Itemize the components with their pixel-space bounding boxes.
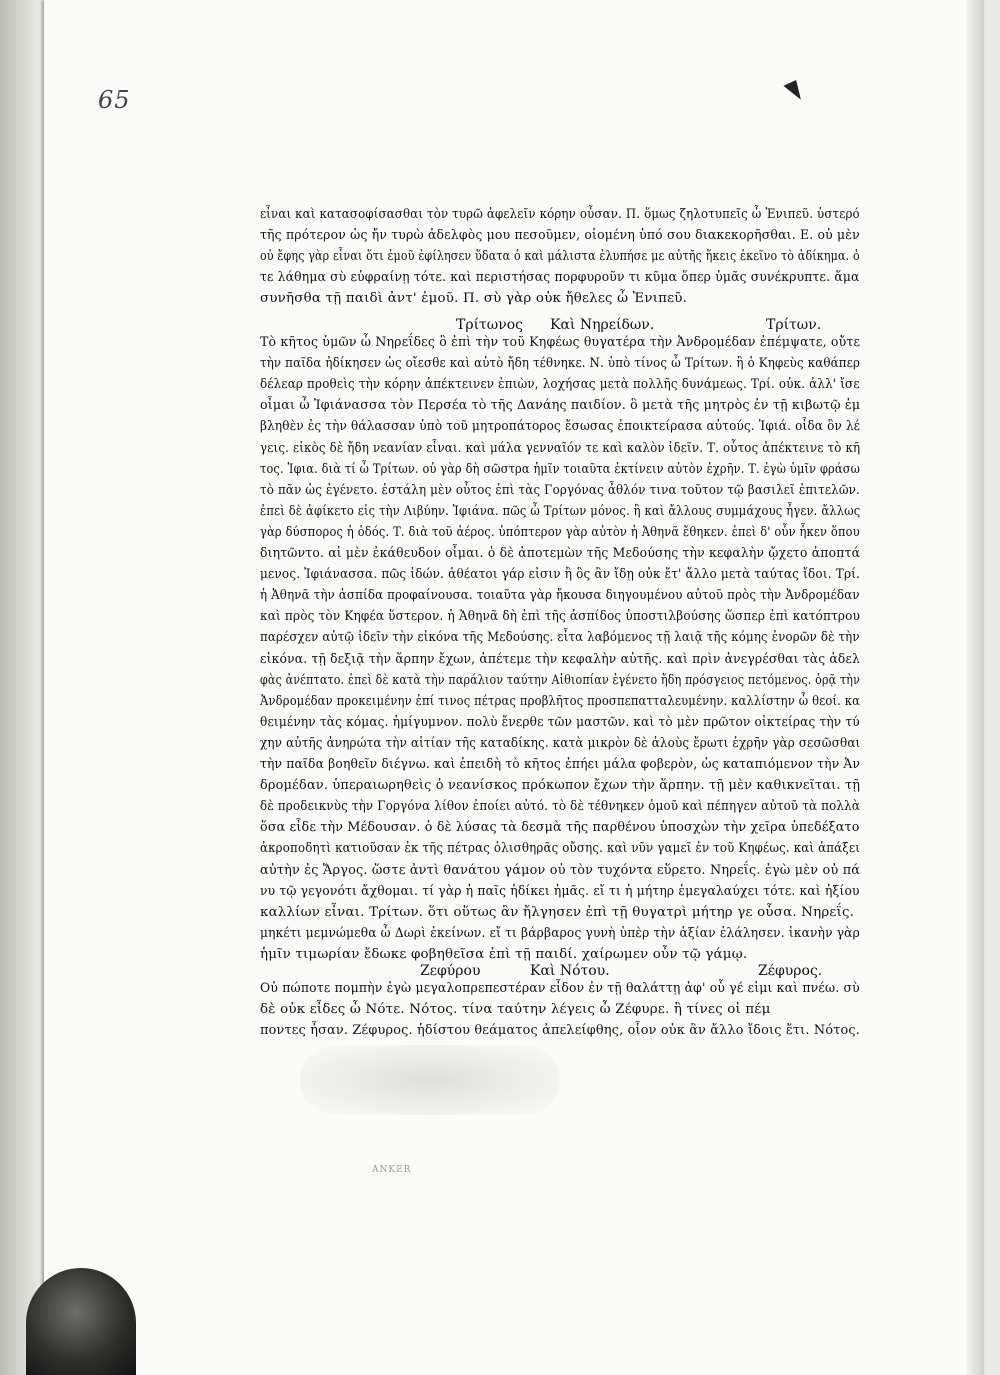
text-line: νυ τῷ γεγονότι ἄχθομαι. τί γὰρ ἡ παῖς ἠδίκει ἡμᾶς. εἴ τι ἡ μήτηρ ἐμεγαλαύχει τότε. καὶ ἠξίου — [260, 883, 860, 899]
text-line: καλλίων εἶναι. Τρίτων. ὅτι οὕτως ἂν ἤλγησεν ἐπὶ τῇ θυγατρὶ μήτηρ γε οὖσα. Νηρεΐς. — [260, 904, 855, 920]
text-line: μηκέτι μεμνώμεθα ὦ Δωρὶ ἐκείνων. εἴ τι βάρβαρος γυνὴ ὑπὲρ τὴν ἀξίαν ἐλάλησεν. ἱκανὴν γὰρ — [260, 925, 860, 941]
text-line: ποντες ἦσαν. Ζέφυρος. ἡδίστου θεάματος ἀπελείφθης, οἷον οὐκ ἂν ἄλλο ἴδοις ἔτι. Νότος. — [260, 1023, 861, 1038]
text-line: ἡμῖν τιμωρίαν ἔδωκε φοβηθεῖσα ἐπὶ τῇ παιδί. χαίρωμεν οὖν τῷ γάμῳ. — [260, 946, 748, 962]
text-line: δρομέδαν. ὑπεραιωρηθεὶς ὁ νεανίσκος πρόκωπον ἔχων τὴν ἅρπην. τῇ μὲν καθικνεῖται. τῇ — [260, 778, 861, 794]
text-line: Ἀνδρομέδαν προκειμένην ἐπί τινος πέτρας προβλῆτος προσπεπατταλευμένην. καλλίστην ὦ θεοί. κα — [260, 693, 861, 709]
text-line: τὴν παῖδα ἠδίκησεν ὡς οἴεσθε καὶ αὐτὸ ἤδη τέθνηκε. Ν. ὑπὸ τίνος ὦ Τρίτων. ἢ ὁ Κηφεὺς καθάπερ — [260, 356, 861, 372]
text-line: συνῆσθα τῇ παιδὶ ἀντ' ἐμοῦ. Π. σὺ γὰρ οὐκ ἤθελες ὦ Ἐνιπεῦ. — [260, 291, 688, 306]
text-line: φὰς ἀνέπτατο. ἐπεὶ δὲ κατὰ τὴν παράλιον ταύτην Αἰθιοπίαν ἐγένετο ἤδη πρόσγειος πετόμενος. ὁρᾷ τὴν — [260, 672, 861, 688]
text-line: δέλεαρ προθεὶς τὴν κόρην ἀπέκτεινεν ἐπιὼν, λοχήσας μετὰ πολλῆς δυνάμεως. Τρί. οὐκ. ἀλλ' ἴσε — [260, 377, 860, 393]
text-line: τε λάθημα σὺ εὐφραίνῃ τότε. καὶ περιστήσας πορφυροῦν τι κῦμα ὅπερ ὑμᾶς συνέκρυπτε. ἅμα — [260, 270, 860, 285]
text-line: οἶμαι ὦ Ἰφιάνασσα τὸν Περσέα τὸ τῆς Δανάης παιδίον. ὃ μετὰ τῆς μητρὸς ἐν τῇ κιβωτῷ ἐμ — [260, 398, 861, 414]
section-heading-right: Τρίτων. — [766, 317, 822, 333]
folio-number: 65 — [98, 86, 131, 114]
section-heading-left: Τρίτωνος — [456, 317, 523, 333]
text-line: γεις. εἰκὸς δὲ ἤδη νεανίαν εἶναι. καὶ μάλα γενναῖόν τε καὶ καλὸν ἰδεῖν. Τ. οὗτος ἀπέκτεινε τὸ κῆ — [260, 440, 861, 456]
text-line: παρέσχεν αὐτῷ ἰδεῖν τὴν εἰκόνα τῆς Μεδούσης. εἶτα λαβόμενος τῇ λαιᾷ τῆς κόμης ἐνορῶν δὲ τὴν — [260, 630, 860, 646]
text-line: εἶναι καὶ κατασοφίσασθαι τὸν τυρῶ ἀφελεῖν κόρην οὖσαν. Π. ὅμως ζηλοτυπεῖς ὦ Ἐνιπεῦ. ὑστερό — [260, 207, 860, 222]
text-line: τος. Ἰφια. διὰ τί ὦ Τρίτων. οὐ γὰρ δὴ σῶστρα ἡμῖν τοιαῦτα ἐκτίνειν αὐτὸν ἐχρῆν. Τ. ἐγὼ ὑμῖν φράσω — [260, 461, 861, 477]
text-line: Οὐ πώποτε πομπὴν ἐγὼ μεγαλοπρεπεστέραν εἶδον ἐν τῇ θαλάττῃ ἀφ' οὗ γέ εἰμι καὶ πνέω. σὺ — [260, 981, 860, 996]
text-line: τὸ πᾶν ὡς ἐγένετο. ἐστάλη μὲν οὗτος ἐπὶ τὰς Γοργόνας ἆθλόν τινα τοῦτον τῷ βασιλεῖ ἐπιτελῶν. — [260, 482, 860, 498]
text-line: καὶ πρὸς τὸν Κηφέα ὕστερον. ἡ Ἀθηνᾶ δὴ ἐπὶ τῆς ἀσπίδος ὑποστιλβούσης ὥσπερ ἐπὶ κατόπτρου — [260, 609, 861, 625]
text-line: τὴν παῖδα βοηθεῖν διέγνω. καὶ ἐπειδὴ τὸ κῆτος ἐπήει μάλα φοβερὸν, ὡς καταπιόμενον τὴν Ἀν — [260, 757, 861, 772]
text-line: διητῶντο. αἱ μὲν ἐκάθευδον οἶμαι. ὁ δὲ ἀποτεμὼν τῆς Μεδούσης τὴν κεφαλὴν ᾤχετο ἀποπτά — [260, 546, 861, 561]
text-line: αὐτὴν ἐς Ἄργος. ὥστε ἀντὶ θανάτου γάμον οὐ τὸν τυχόντα εὕρετο. Νηρεΐς. ἐγὼ μὲν οὐ πά — [260, 862, 861, 878]
text-line: βληθὲν ἐς τὴν θάλασσαν ὑπὸ τοῦ μητροπάτορος ἔσωσας ἐποικτείρασα αὐτούς. Ἰφιά. οἶδα ὃν λέ — [260, 419, 861, 435]
section-heading-right: Ζέφυρος. — [758, 963, 823, 979]
paper-stain — [300, 1045, 560, 1115]
text-line: ὅσα εἶδε τὴν Μέδουσαν. ὁ δὲ λύσας τὰ δεσμὰ τῆς παρθένου ὑποσχὼν τὴν χεῖρα ὑπεδέξατο — [260, 820, 860, 836]
section-heading-middle: Καὶ Νότου. — [530, 963, 610, 979]
text-line: Τὸ κῆτος ὑμῶν ὦ Νηρεΐδες ὃ ἐπὶ τὴν τοῦ Κηφέως θυγατέρα τὴν Ἀνδρομέδαν ἐπέμψατε, οὔτε — [260, 335, 861, 350]
book-spine-shadow — [0, 0, 44, 1375]
text-line: δὲ οὐκ εἶδες ὦ Νότε. Νότος. τίνα ταύτην λέγεις ὦ Ζέφυρε. ἢ τίνες οἱ πέμ — [260, 1002, 771, 1017]
page-edge-shadow — [966, 0, 984, 1375]
text-line: δὲ προδεικνὺς τὴν Γοργόνα λίθον ἐποίει αὐτό. τὸ δὲ τέθνηκεν ὁμοῦ καὶ πέπηγεν αὐτοῦ τὰ πολλὰ — [260, 799, 861, 815]
section-heading-middle: Καὶ Νηρείδων. — [550, 317, 655, 333]
text-line: χην αὐτῆς ἀνηρώτα τὴν αἰτίαν τῆς καταδίκης. κατὰ μικρὸν δὲ ἁλοὺς ἔρωτι ἐχρῆν γὰρ σεσῶσθαι — [260, 735, 861, 751]
thumb-icon — [26, 1268, 136, 1375]
text-line: γὰρ δύσπορος ἡ ὁδός. Τ. διὰ τοῦ ἀέρος. ὑπόπτερον γὰρ αὐτὸν ἡ Ἀθηνᾶ ἔθηκεν. ἐπεὶ δ' οὖν ἧκεν ὅπου — [260, 524, 860, 540]
text-line: ἐπεὶ δὲ ἀφίκετο εἰς τὴν Λιβύην. Ἰφιάνα. πῶς ὦ Τρίτων μόνος. ἢ καὶ ἄλλους συμμάχους ἦγεν. ἄλλως — [260, 503, 861, 519]
text-line: ἀκροποδητὶ κατιοῦσαν ἐκ τῆς πέτρας ὀλισθηρᾶς οὔσης. καὶ νῦν γαμεῖ ἐν τοῦ Κηφέως. καὶ ἀπάξει — [260, 841, 861, 857]
text-line: εἰκόνα. τῇ δεξιᾷ τὴν ἅρπην ἔχων, ἀπέτεμε τὴν κεφαλὴν αὐτῆς. καὶ πρὶν ἀνεγρέσθαι τὰς ἀδελ — [260, 651, 861, 667]
text-line: τῆς πρότερον ὡς ἤν τυρὼ ἀδελφὸς μου πεσοῦμεν, οἰομένη ὑπό σου διακεκορῆσθαι. Ε. οὐ μὲν — [260, 228, 860, 243]
faint-stamp: ANKER — [372, 1165, 412, 1175]
text-line: θειμένην τὰς κόμας. ἡμίγυμνον. πολὺ ἔνερθε τῶν μαστῶν. καὶ τὸ μὲν πρῶτον οἰκτείρας τὴν τύ — [260, 714, 860, 730]
section-heading-left: Ζεφύρου — [420, 963, 481, 979]
text-line: μενος. Ἰφιάνασσα. πῶς ἰδών. ἀθέατοι γάρ εἰσιν ἢ ὃς ἂν ἴδῃ οὐκ ἔτ' ἄλλο μετὰ ταύτας ἴδοι. Τρί. — [260, 567, 861, 583]
text-line: οὐ ἔφης γὰρ εἶναι ὅτι ἐμοῦ ἐφίλησεν ὕδατα ὁ καὶ μάλιστα ἐλυπήσε με αὐτῆς ἥκεις ἐκεῖνο τὸ ἀδίκημα. ὁ — [260, 249, 860, 264]
text-line: ἡ Ἀθηνᾶ τὴν ἀσπίδα προφαίνουσα. τοιαῦτα γὰρ ἤκουσα διηγουμένου αὐτοῦ πρὸς τὴν Ἀνδρομέδαν — [260, 588, 860, 604]
